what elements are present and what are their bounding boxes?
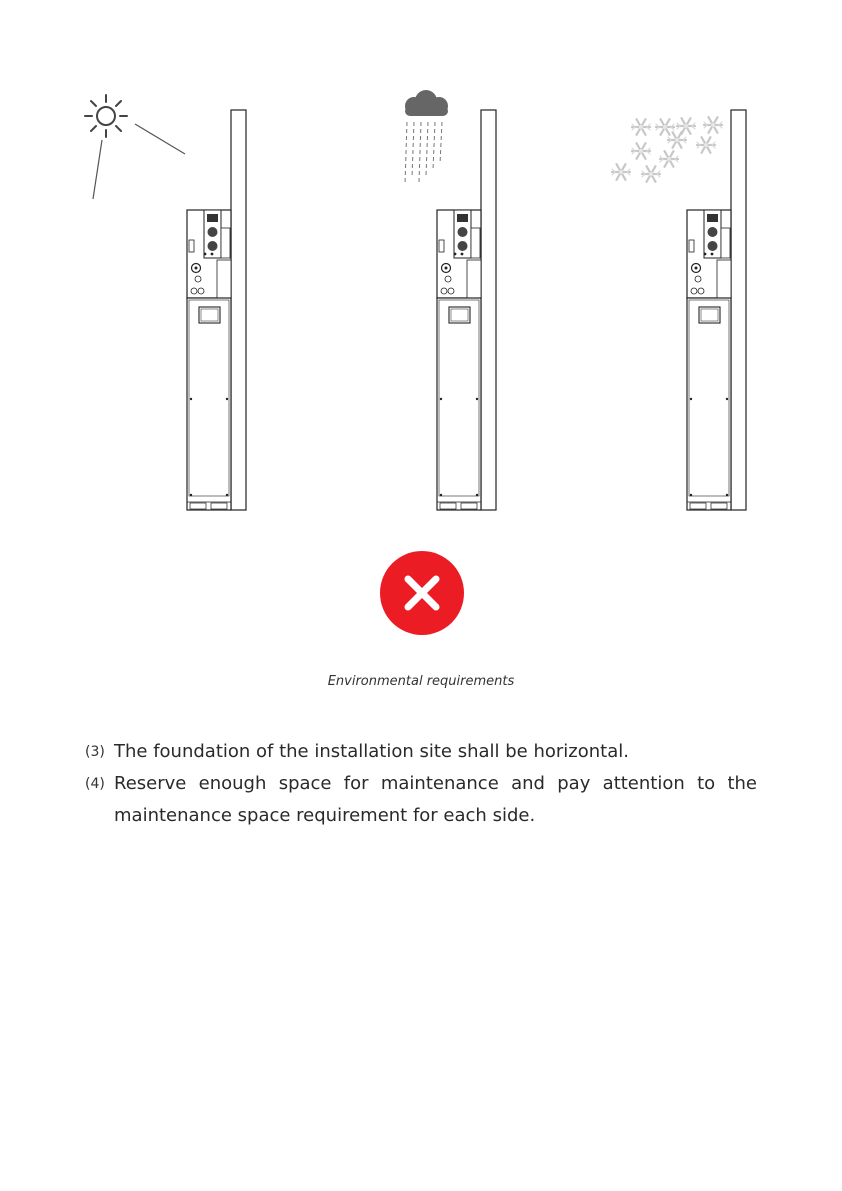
battery-unit [187, 110, 246, 510]
list-text: The foundation of the installation site shall be horizontal. [114, 741, 629, 762]
sun-panel [85, 95, 246, 510]
list-item-4 [85, 768, 757, 832]
battery-unit [687, 110, 746, 510]
figure-caption: Environmental requirements [327, 674, 515, 689]
list-text [85, 768, 757, 832]
sun-icon [85, 95, 127, 137]
list-text-line-2: maintenance space requirement for each side. [114, 805, 536, 826]
rain-cloud-icon [405, 90, 448, 184]
snowflake-icon [612, 117, 722, 182]
snow-panel [612, 110, 746, 510]
list-item-3 [85, 736, 757, 768]
list-number: (3) [85, 744, 105, 760]
list-text-line-1: Reserve enough space for maintenance and pay attention to the [114, 773, 757, 794]
list-number: (4) [85, 776, 105, 792]
cross-icon [380, 551, 464, 635]
battery-unit [437, 110, 496, 510]
rain-panel [405, 90, 496, 510]
